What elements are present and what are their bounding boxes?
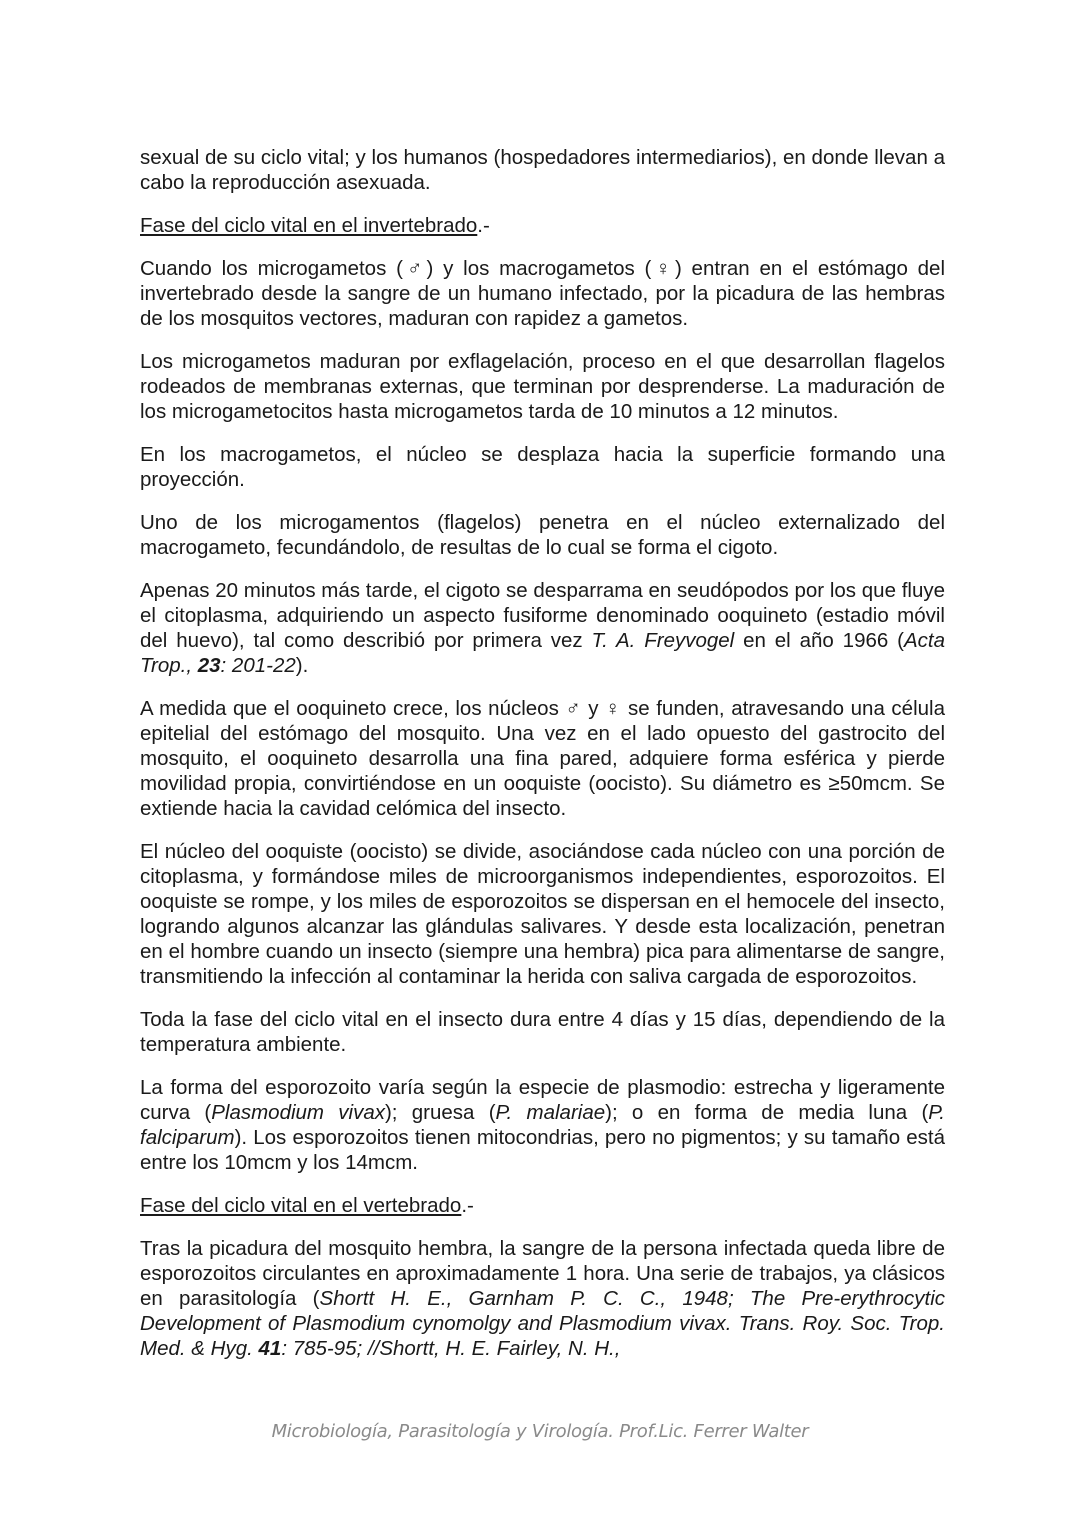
paragraph-2: Cuando los microgametos (♂) y los macrogametos (♀) entran en el estómago del invertebrado desde la sangre de un humano infectado, por la picadura de las hembras de los mosquitos vectores, maduran con rapidez a gametos. bbox=[140, 257, 945, 330]
text-run: Apenas 20 minutos más tarde, el cigoto se desparrama en seudópodos por los que fluye el citoplasma, adquiriendo un aspecto fusiforme denominado ooquineto (estadio móvil del huevo), tal como describió por primera vez bbox=[140, 579, 945, 652]
author-name: T. A. Freyvogel bbox=[591, 629, 735, 652]
heading-text: Fase del ciclo vital en el invertebrado bbox=[140, 214, 478, 237]
paragraph-4: En los macrogametos, el núcleo se desplaza hacia la superficie formando una proyección. bbox=[140, 443, 945, 491]
page-footer: Microbiología, Parasitología y Virología. Prof.Lic. Ferrer Walter bbox=[271, 1421, 809, 1442]
text-run: ). bbox=[295, 654, 309, 677]
journal-volume: 23 bbox=[197, 654, 221, 677]
paragraph-8: El núcleo del ooquiste (oocisto) se divide, asociándose cada núcleo con una porción de citoplasma, y formándose miles de microorganismos independientes, esporozoitos. El ooquiste se rompe, y los miles de esporozoitos se dispersan en el hemocele del insecto, logrando algunos alcanzar las glándulas salivares. Y desde esta localización, penetran en el hombre cuando un insecto (siempre una hembra) pica para alimentarse de sangre, transmitiendo la infección al contaminar la herida con saliva cargada de esporozoitos. bbox=[140, 840, 945, 988]
heading-suffix: .- bbox=[477, 214, 490, 237]
section-heading-vertebrate bbox=[140, 1193, 945, 1218]
journal-volume: 41 bbox=[258, 1337, 282, 1360]
reference-citation: : 785-95; //Shortt, H. E. Fairley, N. H., bbox=[281, 1337, 621, 1360]
paragraph-11 bbox=[140, 1236, 945, 1361]
paragraph-7: A medida que el ooquineto crece, los núcleos ♂ y ♀ se funden, atravesando una célula epitelial del estómago del mosquito. Una vez en el lado opuesto del gastrocito del mosquito, el ooquineto desarrolla una fina pared, adquiere forma esférica y pierde movilidad propia, convirtiéndose en un ooquiste (oocisto). Su diámetro es ≥50mcm. Se extiende hacia la cavidad celómica del insecto. bbox=[140, 697, 945, 820]
journal-pages: : 201-22 bbox=[220, 654, 296, 677]
text-run: ); o en forma de media luna ( bbox=[605, 1101, 929, 1124]
text-run: La forma del esporozoito varía según la especie de plasmodio: estrecha y ligeramente curva ( bbox=[140, 1076, 945, 1124]
section-heading-invertebrate bbox=[140, 213, 945, 238]
text-run: Tras la picadura del mosquito hembra, la sangre de la persona infectada queda libre de esporozoitos circulantes en aproximadamente 1 hora. Una serie de trabajos, ya clásicos en parasitología ( bbox=[140, 1237, 945, 1310]
paragraph-10 bbox=[140, 1075, 945, 1175]
species-name: P. malariae bbox=[495, 1101, 606, 1124]
species-name: Plasmodium vivax bbox=[211, 1101, 385, 1124]
species-name: P. falciparum bbox=[140, 1101, 946, 1149]
text-run: ). Los esporozoitos tienen mitocondrias, pero no pigmentos; y su tamaño está entre los 10mcm y los 14mcm. bbox=[140, 1126, 945, 1174]
paragraph-1: sexual de su ciclo vital; y los humanos (hospedadores intermediarios), en donde llevan a cabo la reproducción asexuada. bbox=[140, 146, 945, 194]
paragraph-5: Uno de los microgamentos (flagelos) penetra en el núcleo externalizado del macrogameto, fecundándolo, de resultas de lo cual se forma el cigoto. bbox=[140, 511, 945, 559]
journal-name: Acta Trop., bbox=[140, 629, 946, 677]
text-run: en el año 1966 ( bbox=[734, 629, 904, 652]
paragraph-3: Los microgametos maduran por exflagelación, proceso en el que desarrollan flagelos rodeados de membranas externas, que terminan por desprenderse. La maduración de los microgametocitos hasta microgametos tarda de 10 minutos a 12 minutos. bbox=[140, 350, 945, 423]
paragraph-9: Toda la fase del ciclo vital en el insecto dura entre 4 días y 15 días, dependiendo de la temperatura ambiente. bbox=[140, 1008, 945, 1056]
text-run: ); gruesa ( bbox=[384, 1101, 496, 1124]
heading-suffix: .- bbox=[461, 1194, 474, 1217]
paragraph-6 bbox=[140, 578, 945, 678]
reference-citation: Shortt H. E., Garnham P. C. C., 1948; The Pre-erythrocytic Development of Plasmodium cynomolgy and Plasmodium vivax. Trans. Roy. Soc. Trop. Med. & Hyg. bbox=[140, 1287, 945, 1360]
heading-text: Fase del ciclo vital en el vertebrado bbox=[140, 1194, 462, 1217]
document-body bbox=[140, 145, 945, 1379]
